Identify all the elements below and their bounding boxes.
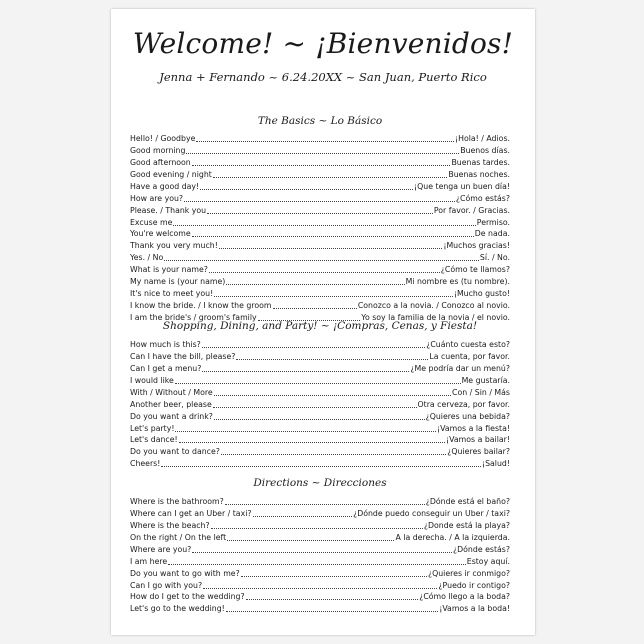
phrase-row [130,555,510,567]
spanish-phrase: ¡Vamos a bailar! [446,435,510,445]
english-phrase: Cheers! [130,459,161,469]
phrase-row [130,531,510,543]
spanish-phrase: ¿Cómo llego a la boda? [419,592,510,602]
english-phrase: Please. / Thank you [130,205,207,215]
section-basics [130,115,510,323]
spanish-phrase: ¿Puedo ir contigo? [438,580,510,590]
english-phrase: It's nice to meet you! [130,289,214,299]
phrase-row [130,602,510,614]
english-phrase: Excuse me [130,217,173,227]
english-phrase: Have a good day! [130,181,200,191]
spanish-phrase: De nada. [474,229,510,239]
spanish-phrase: ¿Quieres ir conmigo? [427,568,510,578]
english-phrase: Can I have the bill, please? [130,351,236,361]
phrase-row [130,543,510,555]
english-phrase: With / Without / More [130,387,213,397]
phrase-row [130,287,510,299]
spanish-phrase: ¡Vamos a la boda! [439,604,510,614]
dot-leader [226,610,438,612]
english-phrase: My name is (your name) [130,277,226,287]
spanish-phrase: ¿Quieres una bebida? [425,411,510,421]
spanish-phrase: Buenas noches. [448,169,510,179]
spanish-phrase: ¿Dónde puedo conseguir un Uber / taxi? [353,508,510,518]
dot-leader [184,200,455,202]
english-phrase: How are you? [130,193,184,203]
phrase-row [130,398,510,410]
phrase-list [130,338,510,469]
phrase-row [130,180,510,192]
phrase-row [130,228,510,240]
dot-leader [273,307,357,309]
english-phrase: What is your name? [130,265,208,275]
dot-leader [192,235,474,237]
phrase-row [130,591,510,603]
dot-leader [164,259,479,261]
english-phrase: Where are you? [130,544,192,554]
phrase-row [130,299,510,311]
phrase-row [130,338,510,350]
english-phrase: I would like [130,375,174,385]
section-heading: Directions ~ Direcciones [253,477,387,489]
english-phrase: I am the bride's / groom's family [130,313,257,322]
english-phrase: Where is the beach? [130,520,210,530]
english-phrase: Can I get a menu? [130,363,202,373]
english-phrase: Can I go with you? [130,580,203,590]
dot-leader [175,382,461,384]
english-phrase: Where is the bathroom? [130,496,224,506]
dot-leader [213,406,417,408]
spanish-phrase: Estoy aquí. [466,556,510,566]
spanish-phrase: ¡Vamos a la fiesta! [437,423,510,433]
spanish-phrase: ¿Donde está la playa? [423,520,510,530]
phrase-row [130,507,510,519]
phrase-row [130,275,510,287]
dot-leader [186,152,459,154]
english-phrase: Do you want to go with me? [130,568,240,578]
dot-leader [192,164,451,166]
dot-leader [214,394,451,396]
spanish-phrase: ¿Dónde estás? [453,544,510,554]
phrase-row [130,132,510,144]
spanish-phrase: Yo soy la familia de la novia / el novio. [361,313,510,322]
dot-leader [203,587,437,589]
dot-leader [200,188,413,190]
phrase-row [130,434,510,446]
phrase-row [130,495,510,507]
dot-leader [209,271,440,273]
page-subtitle: Jenna + Fernando ~ 6.24.20XX ~ San Juan, Puerto Rico [159,70,487,84]
english-phrase: How much is this? [130,339,201,349]
english-phrase: Do you want to dance? [130,447,220,457]
dot-leader [236,358,428,360]
dot-leader [241,575,427,577]
phrase-row [130,567,510,579]
dot-leader [227,539,394,541]
dot-leader [173,224,475,226]
spanish-phrase: Buenas tardes. [451,157,510,167]
english-phrase: On the right / On the left [130,532,227,542]
spanish-phrase: Sí. / No. [479,253,510,263]
dot-leader [214,418,425,420]
dot-leader [226,283,404,285]
dot-leader [202,370,409,372]
spanish-phrase: Otra cerveza, por favor. [417,399,510,409]
spanish-phrase: ¡Mucho gusto! [453,289,510,299]
spanish-phrase: ¡Salud! [481,459,510,469]
section-heading: Shopping, Dining, and Party! ~ ¡Compras, Cenas, y Fiesta! [162,320,478,332]
spanish-phrase: Mi nombre es (tu nombre). [405,277,510,287]
spanish-phrase: Con / Sin / Más [452,387,510,397]
section-shopping [130,320,510,469]
spanish-phrase: ¿Cómo te llamos? [440,265,510,275]
english-phrase: Thank you very much! [130,241,218,251]
phrase-row [130,519,510,531]
spanish-phrase: Conozco a la novia. / Conozco al novio. [357,301,510,311]
spanish-phrase: ¿Cuánto cuesta esto? [426,339,510,349]
english-phrase: How do I get to the wedding? [130,592,245,602]
phrase-list [130,132,510,323]
spanish-phrase: ¡Muchos gracias! [443,241,510,251]
spanish-phrase: Permiso. [476,217,510,227]
phrase-row [130,457,510,469]
dot-leader [221,453,446,455]
english-phrase: You're welcome [130,229,191,239]
phrase-row [130,374,510,386]
dot-leader [196,140,454,142]
phrase-row [130,204,510,216]
spanish-phrase: ¡Que tenga un buen día! [414,181,510,191]
phrase-row [130,386,510,398]
english-phrase: I am here [130,556,168,566]
english-phrase: Let's go to the wedding! [130,604,225,614]
phrase-row [130,192,510,204]
phrase-row [130,445,510,457]
phrase-list [130,495,510,614]
spanish-phrase: Por favor. / Gracias. [433,205,510,215]
page-title: Welcome! ~ ¡Bienvenidos! [132,27,514,60]
dot-leader [175,430,436,432]
spanish-phrase: ¿Dónde está el baño? [425,496,510,506]
dot-leader [161,465,481,467]
spanish-phrase: Buenos días. [460,145,510,155]
phrase-row [130,216,510,228]
phrase-row [130,168,510,180]
english-phrase: Let's dance! [130,435,178,445]
dot-leader [246,598,419,600]
dot-leader [202,346,425,348]
spanish-phrase: La cuenta, por favor. [429,351,510,361]
english-phrase: Yes. / No [130,253,164,263]
dot-leader [207,212,433,214]
dot-leader [168,563,466,565]
flyer-page [111,9,535,635]
phrase-row [130,579,510,591]
phrase-row [130,144,510,156]
dot-leader [253,515,353,517]
english-phrase: Hello! / Goodbye [130,133,196,143]
phrase-row [130,350,510,362]
section-heading: The Basics ~ Lo Básico [257,115,383,127]
dot-leader [179,441,445,443]
section-directions [130,477,510,614]
dot-leader [214,295,453,297]
spanish-phrase: ¿Me podría dar un menú? [410,363,510,373]
dot-leader [225,503,425,505]
english-phrase: Good evening / night [130,169,212,179]
spanish-phrase: ¡Hola! / Adios. [454,133,510,143]
dot-leader [211,527,423,529]
spanish-phrase: Me gustaría. [461,375,510,385]
phrase-row [130,410,510,422]
phrase-row [130,362,510,374]
dot-leader [213,176,448,178]
english-phrase: Good afternoon [130,157,191,167]
english-phrase: Do you want a drink? [130,411,213,421]
spanish-phrase: A la derecha. / A la izquierda. [395,532,510,542]
dot-leader [192,551,452,553]
phrase-row [130,422,510,434]
phrase-row [130,239,510,251]
phrase-row [130,156,510,168]
dot-leader [219,247,442,249]
english-phrase: Where can I get an Uber / taxi? [130,508,252,518]
english-phrase: I know the bride. / I know the groom [130,301,272,311]
spanish-phrase: ¿Quieres bailar? [447,447,510,457]
english-phrase: Another beer, please [130,399,212,409]
phrase-row [130,263,510,275]
english-phrase: Let's party! [130,423,175,433]
english-phrase: Good morning [130,145,186,155]
spanish-phrase: ¿Cómo estás? [455,193,510,203]
phrase-row [130,251,510,263]
